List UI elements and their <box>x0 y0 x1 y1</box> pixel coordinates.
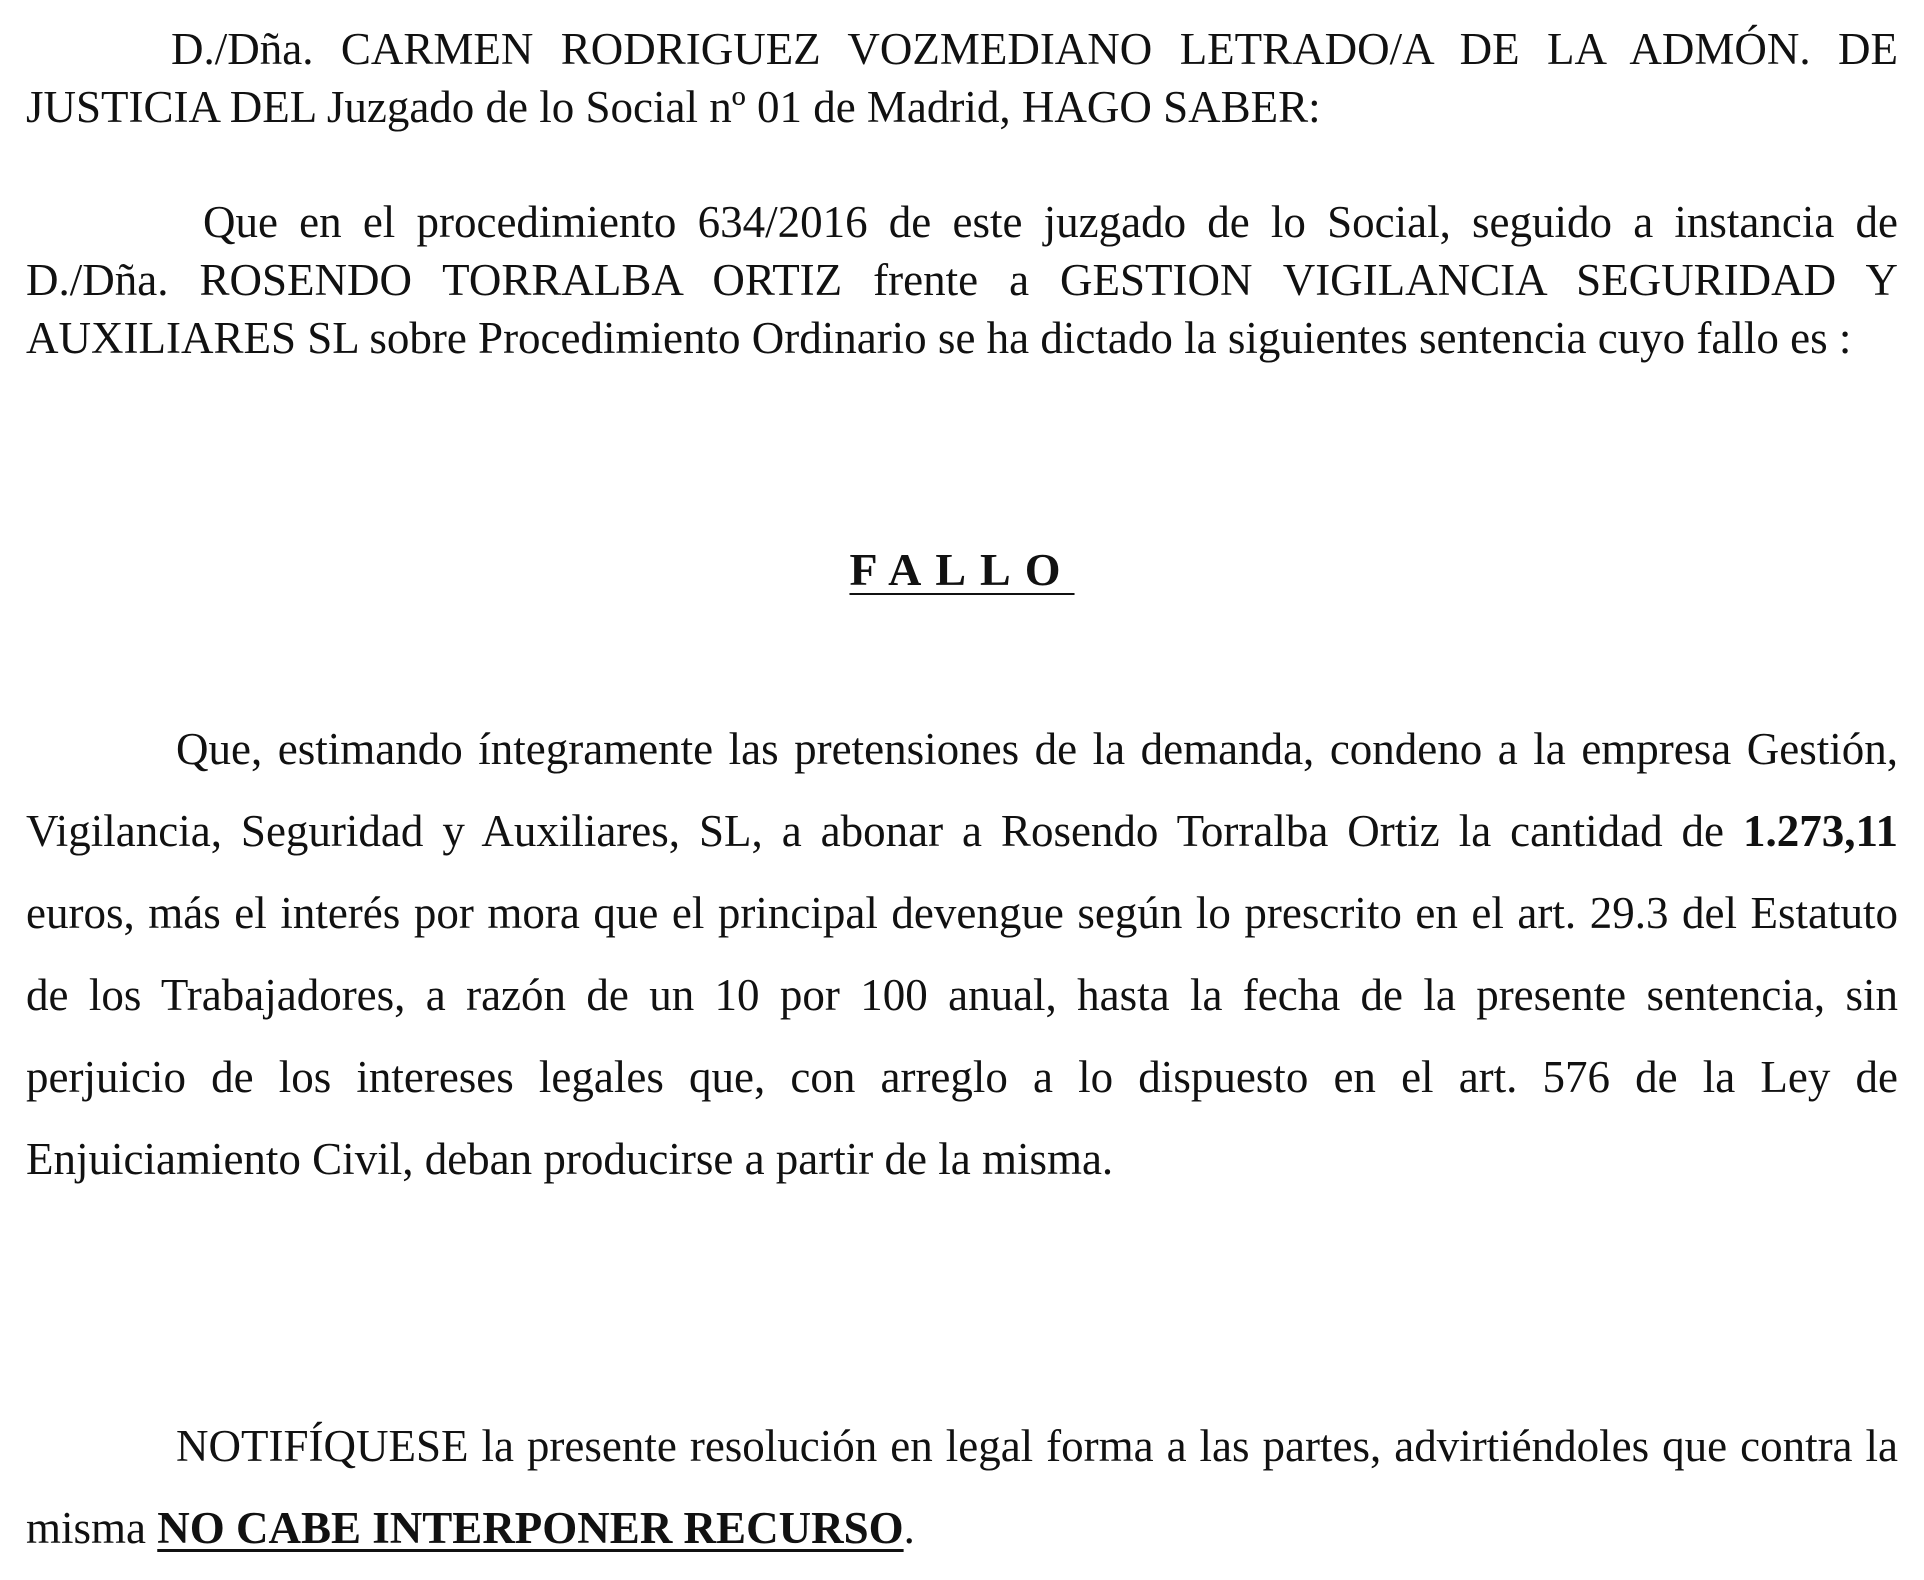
intro-paragraph <box>26 193 1898 367</box>
header-text: D./Dña. CARMEN RODRIGUEZ VOZMEDIANO LETRADO/A DE LA ADMÓN. DE JUSTICIA DEL Juzgado de lo Social nº 01 de Madrid, HAGO SABER: <box>26 24 1898 132</box>
notification-emphasis: NO CABE INTERPONER RECURSO <box>157 1503 904 1553</box>
header-paragraph <box>26 20 1898 136</box>
fallo-heading <box>0 540 1924 600</box>
notification-text-after: . <box>903 1503 915 1553</box>
ruling-text-before-amount: Que, estimando íntegramente las pretensiones de la demanda, condeno a la empresa Gestión, Vigilancia, Seguridad y Auxiliares, SL, a abonar a Rosendo Torralba Ortiz la cantidad de <box>26 724 1898 856</box>
ruling-amount: 1.273,11 <box>1742 806 1898 856</box>
ruling-paragraph <box>26 708 1898 1200</box>
notification-paragraph <box>26 1405 1898 1569</box>
ruling-text-after-amount: euros, más el interés por mora que el principal devengue según lo prescrito en el art. 29.3 del Estatuto de los Trabajadores, a razón de un 10 por 100 anual, hasta la fecha de la presente sentencia, sin perjuicio de los intereses legales que, con arreglo a lo dispuesto en el art. 576 de la Ley de Enjuiciamiento Civil, deban producirse a partir de la misma. <box>26 888 1898 1184</box>
intro-text: Que en el procedimiento 634/2016 de este juzgado de lo Social, seguido a instancia de D./Dña. ROSENDO TORRALBA ORTIZ frente a GESTION VIGILANCIA SEGURIDAD Y AUXILIARES SL sobre Procedimiento Ordinario se ha dictado la siguientes sentencia cuyo fallo es : <box>26 197 1898 363</box>
notification-text-before: NOTIFÍQUESE la presente resolución en legal forma a las partes, advirtiéndoles que contra la misma <box>26 1421 1898 1553</box>
fallo-heading-text: FALLO <box>849 544 1075 595</box>
